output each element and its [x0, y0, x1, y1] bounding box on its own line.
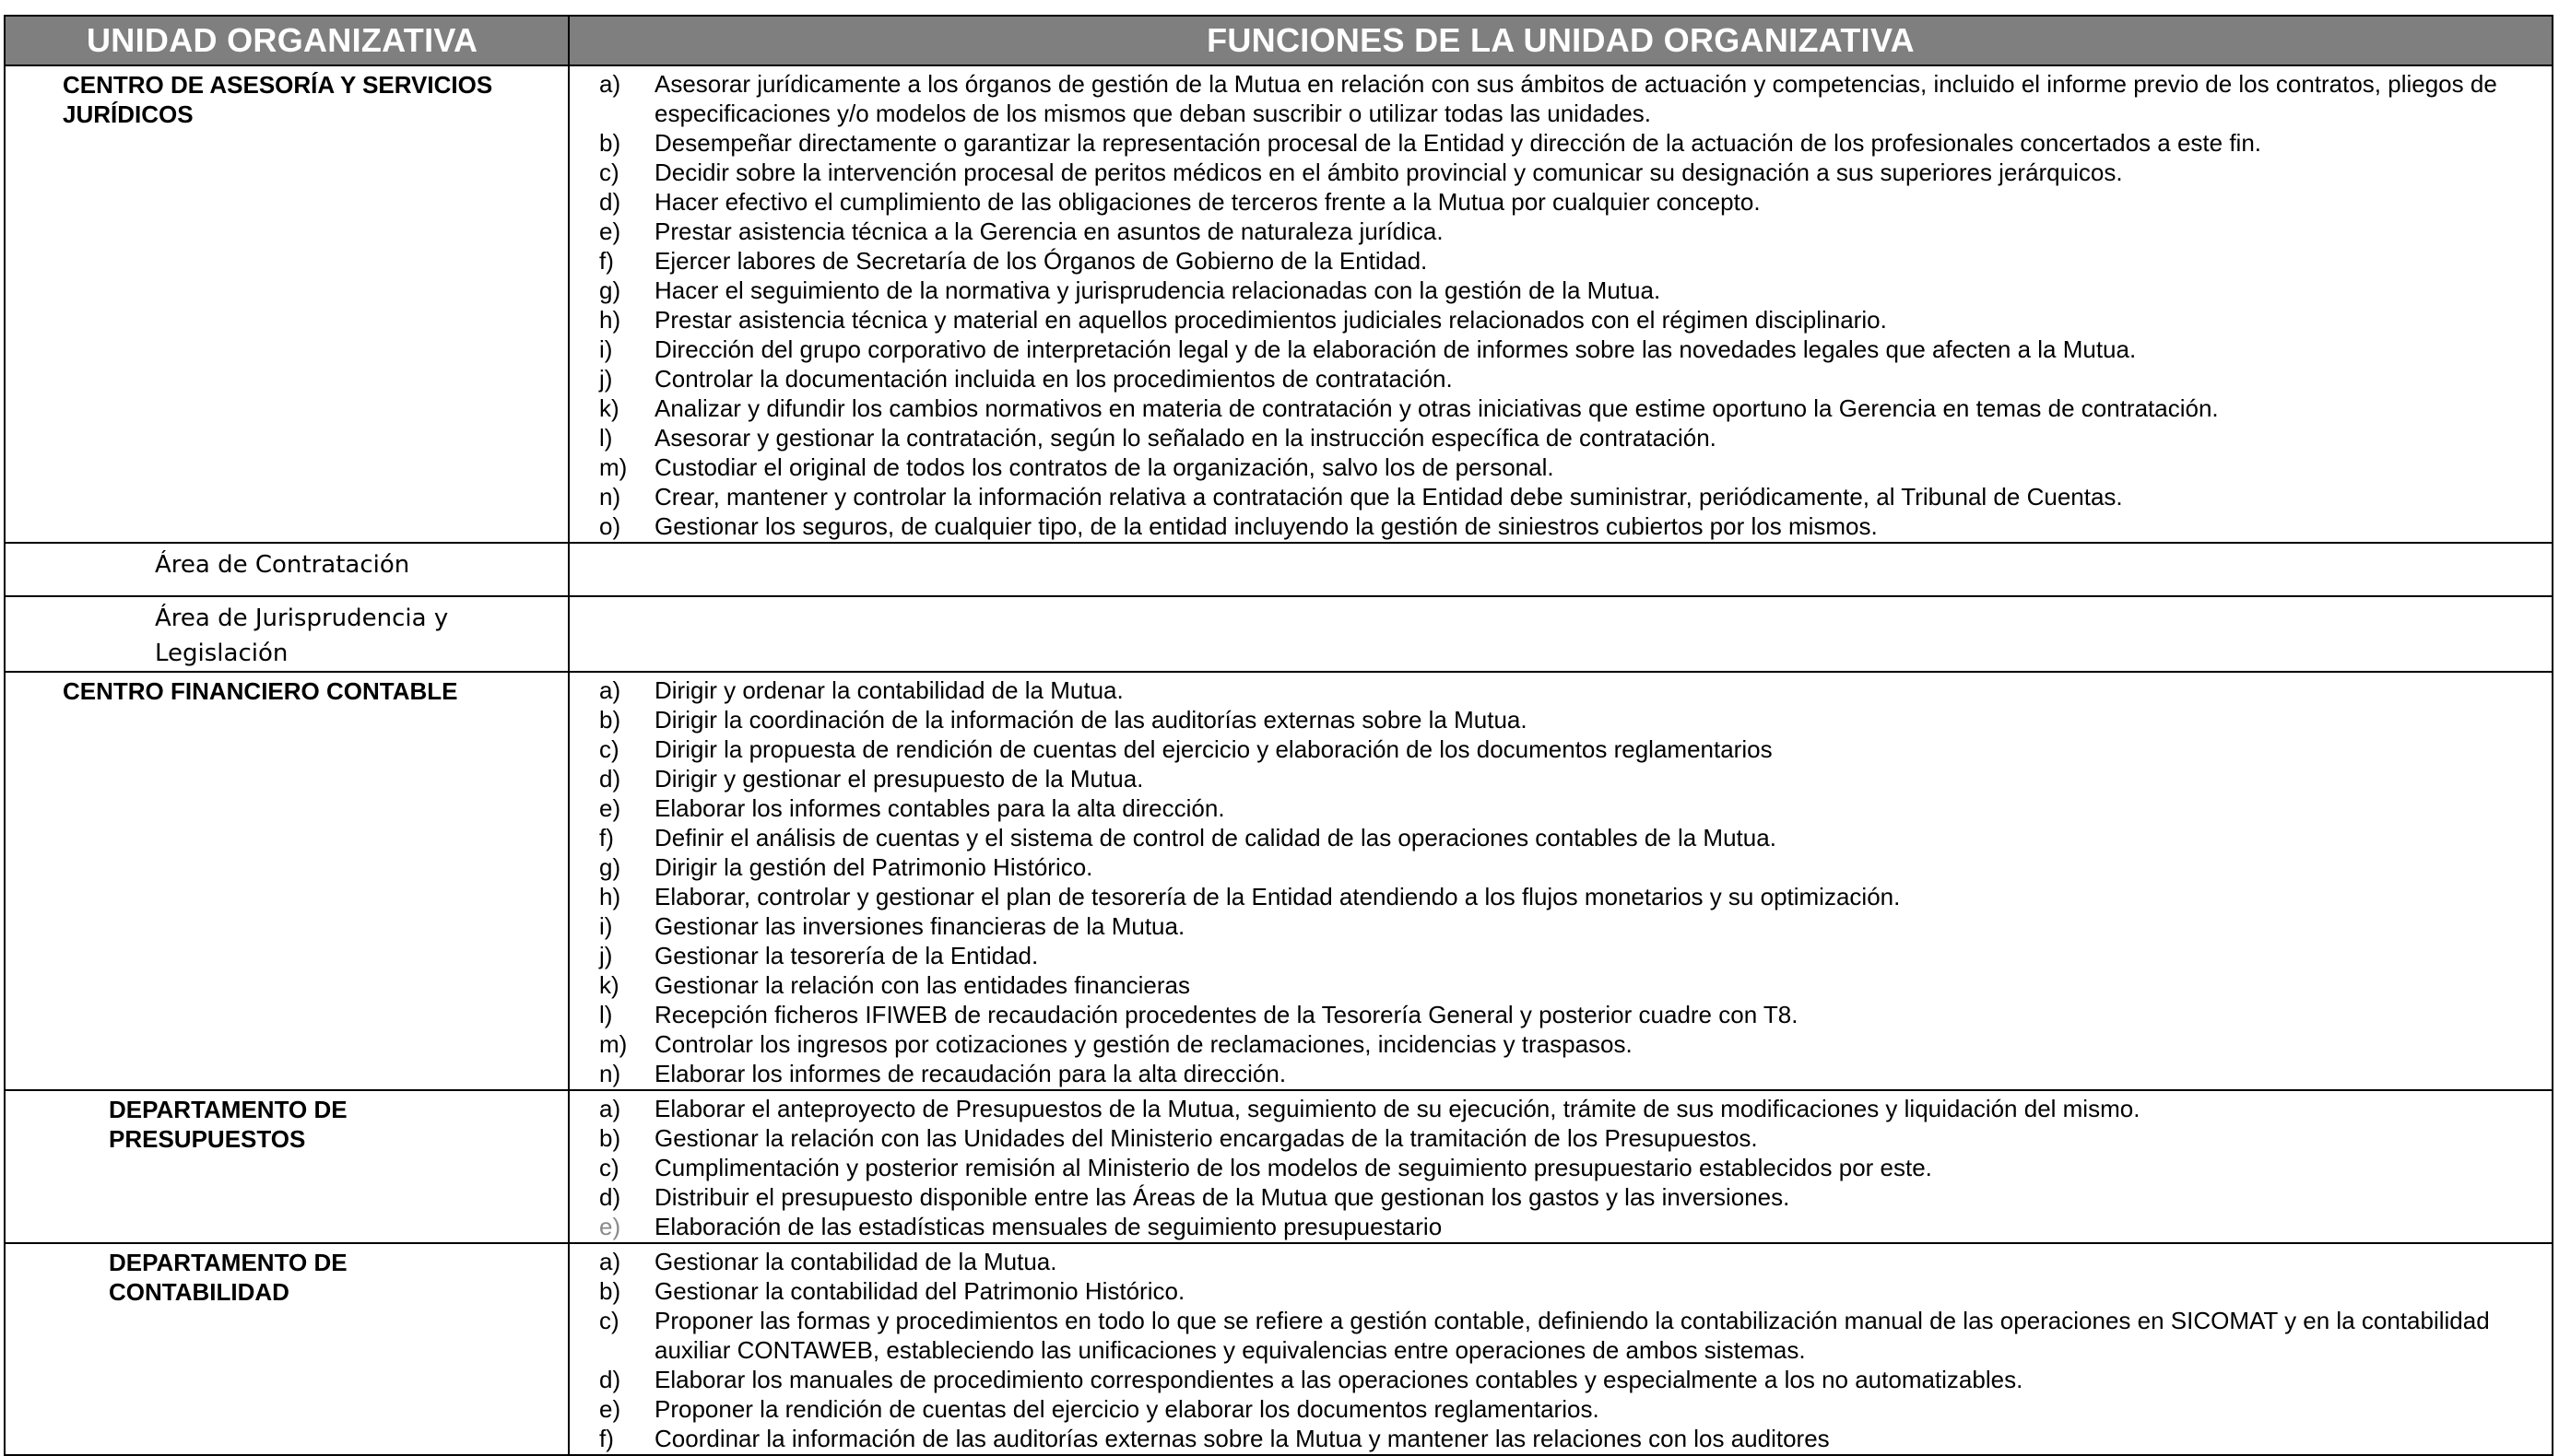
unit-name: DEPARTAMENTO DE PRESUPUESTOS [109, 1096, 348, 1153]
function-text: Gestionar las inversiones financieras de la Mutua. [654, 912, 1185, 940]
function-text: Gestionar la tesorería de la Entidad. [654, 942, 1039, 969]
function-letter: i) [599, 335, 613, 363]
function-text: Hacer el seguimiento de la normativa y jurisprudencia relacionadas con la gestión de la Mutua. [654, 276, 1661, 304]
function-item [570, 1365, 2552, 1394]
unit-cell [5, 1243, 569, 1455]
function-text: Custodiar el original de todos los contratos de la organización, salvo los de personal. [654, 453, 1554, 481]
function-text: Gestionar la contabilidad de la Mutua. [654, 1248, 1057, 1275]
function-text: Gestionar la relación con las entidades financieras [654, 971, 1191, 999]
function-text: Elaborar el anteproyecto de Presupuestos de la Mutua, seguimiento de su ejecución, trámite de sus modificaciones y liquidación del mismo. [654, 1095, 2140, 1122]
function-text: Controlar la documentación incluida en los procedimientos de contratación. [654, 365, 1453, 393]
function-text: Desempeñar directamente o garantizar la representación procesal de la Entidad y dirección de la actuación de los profesionales concertados a este fin. [654, 129, 2262, 157]
function-letter: m) [599, 1030, 628, 1058]
function-text: Prestar asistencia técnica a la Gerencia en asuntos de naturaleza jurídica. [654, 217, 1444, 245]
function-letter: b) [599, 1277, 621, 1305]
function-letter: n) [599, 1060, 621, 1087]
function-item [570, 305, 2552, 335]
function-letter: b) [599, 1124, 621, 1152]
function-letter: d) [599, 765, 621, 793]
function-letter: i) [599, 912, 613, 940]
function-text: Elaborar, controlar y gestionar el plan de tesorería de la Entidad atendiendo a los flujos monetarios y su optimización. [654, 883, 1901, 910]
table-header-row [5, 16, 2553, 65]
function-letter: c) [599, 159, 619, 186]
function-text: Asesorar jurídicamente a los órganos de gestión de la Mutua en relación con sus ámbitos de actuación y competencias, incluido el informe previo de los contratos, pliegos de especificaciones y/o modelos de los mismos que deban suscribir o utilizar todas las unidades. [654, 70, 2497, 127]
function-item [570, 1000, 2552, 1029]
functions-cell [569, 65, 2553, 543]
function-item [570, 1153, 2552, 1182]
function-text: Decidir sobre la intervención procesal de peritos médicos en el ámbito provincial y comunicar su designación a sus superiores jerárquicos. [654, 159, 2123, 186]
function-item [570, 511, 2552, 541]
function-item [570, 734, 2552, 764]
function-letter: b) [599, 129, 621, 157]
function-item [570, 69, 2552, 128]
function-text: Crear, mantener y controlar la información relativa a contratación que la Entidad debe suministrar, periódicamente, al Tribunal de Cuentas. [654, 483, 2123, 511]
function-item [570, 823, 2552, 852]
unit-name: DEPARTAMENTO DE CONTABILIDAD [109, 1249, 348, 1306]
function-letter: h) [599, 306, 621, 334]
functions-cell [569, 543, 2553, 596]
function-item [570, 482, 2552, 511]
function-letter: c) [599, 1154, 619, 1181]
table-row [5, 672, 2553, 1090]
function-letter: f) [599, 1425, 614, 1452]
function-text: Dirigir y ordenar la contabilidad de la Mutua. [654, 676, 1124, 704]
function-letter: o) [599, 512, 621, 540]
functions-cell [569, 1243, 2553, 1455]
function-letter: a) [599, 676, 621, 704]
function-text: Dirección del grupo corporativo de interpretación legal y de la elaboración de informes sobre las novedades legales que afecten a la Mutua. [654, 335, 2137, 363]
unit-cell [5, 1090, 569, 1243]
function-text: Analizar y difundir los cambios normativos en materia de contratación y otras iniciativas que estime oportuno la Gerencia en temas de contratación. [654, 394, 2219, 422]
function-item [570, 1182, 2552, 1212]
functions-cell [569, 1090, 2553, 1243]
function-item [570, 187, 2552, 217]
function-letter: e) [599, 1395, 621, 1423]
header-functions: FUNCIONES DE LA UNIDAD ORGANIZATIVA [569, 16, 2553, 65]
function-text: Dirigir la coordinación de la información de las auditorías externas sobre la Mutua. [654, 706, 1527, 734]
function-item [570, 246, 2552, 276]
function-letter: m) [599, 453, 628, 481]
function-text: Proponer las formas y procedimientos en todo lo que se refiere a gestión contable, definiendo la contabilización manual de las operaciones en SICOMAT y en la contabilidad auxiliar CONTAWEB, estableciendo las unificaciones y equivalencias entre operaciones de ambos sistemas. [654, 1307, 2490, 1364]
function-item [570, 452, 2552, 482]
function-item [570, 1394, 2552, 1424]
function-item [570, 882, 2552, 911]
function-text: Distribuir el presupuesto disponible entre las Áreas de la Mutua que gestionan los gastos y las inversiones. [654, 1183, 1790, 1211]
header-unit: UNIDAD ORGANIZATIVA [5, 16, 569, 65]
unit-cell [5, 543, 569, 596]
functions-cell [569, 672, 2553, 1090]
table-row [5, 1090, 2553, 1243]
unit-name: CENTRO FINANCIERO CONTABLE [63, 677, 458, 705]
function-letter: e) [599, 217, 621, 245]
function-item [570, 364, 2552, 393]
function-text: Definir el análisis de cuentas y el sistema de control de calidad de las operaciones contables de la Mutua. [654, 824, 1776, 851]
function-letter: j) [599, 365, 613, 393]
function-item [570, 393, 2552, 423]
function-letter: f) [599, 824, 614, 851]
function-text: Elaborar los manuales de procedimiento correspondientes a las operaciones contables y especialmente a los no automatizables. [654, 1366, 2023, 1393]
org-functions-table [4, 15, 2553, 1456]
function-letter: g) [599, 853, 621, 881]
function-item [570, 970, 2552, 1000]
function-letter: a) [599, 1248, 621, 1275]
function-item [570, 1212, 2552, 1241]
function-item [570, 1029, 2552, 1059]
functions-cell [569, 596, 2553, 672]
function-item [570, 1424, 2552, 1453]
function-text: Gestionar la contabilidad del Patrimonio Histórico. [654, 1277, 1185, 1305]
function-item [570, 1276, 2552, 1306]
function-item [570, 335, 2552, 364]
function-text: Gestionar la relación con las Unidades del Ministerio encargadas de la tramitación de los Presupuestos. [654, 1124, 1758, 1152]
function-letter: a) [599, 70, 621, 98]
function-text: Dirigir y gestionar el presupuesto de la Mutua. [654, 765, 1144, 793]
function-text: Controlar los ingresos por cotizaciones y gestión de reclamaciones, incidencias y traspasos. [654, 1030, 1633, 1058]
function-letter: e) [599, 1213, 621, 1240]
function-letter: g) [599, 276, 621, 304]
function-item [570, 128, 2552, 158]
unit-cell [5, 672, 569, 1090]
function-letter: c) [599, 1307, 619, 1334]
function-text: Recepción ficheros IFIWEB de recaudación procedentes de la Tesorería General y posterior cuadre con T8. [654, 1001, 1798, 1028]
function-item [570, 1094, 2552, 1123]
function-text: Proponer la rendición de cuentas del ejercicio y elaborar los documentos reglamentarios. [654, 1395, 1599, 1423]
function-text: Dirigir la propuesta de rendición de cuentas del ejercicio y elaboración de los documentos reglamentarios [654, 735, 1773, 763]
function-item [570, 1059, 2552, 1088]
table-row [5, 596, 2553, 672]
unit-name: CENTRO DE ASESORÍA Y SERVICIOS JURÍDICOS [63, 71, 493, 128]
org-functions-document [4, 15, 2552, 1456]
function-text: Gestionar los seguros, de cualquier tipo, de la entidad incluyendo la gestión de siniestros cubiertos por los mismos. [654, 512, 1878, 540]
function-text: Asesorar y gestionar la contratación, según lo señalado en la instrucción específica de contratación. [654, 424, 1716, 452]
function-text: Dirigir la gestión del Patrimonio Histórico. [654, 853, 1093, 881]
function-text: Ejercer labores de Secretaría de los Órganos de Gobierno de la Entidad. [654, 247, 1428, 275]
function-letter: c) [599, 735, 619, 763]
function-letter: l) [599, 424, 613, 452]
function-text: Elaborar los informes de recaudación para la alta dirección. [654, 1060, 1287, 1087]
function-letter: h) [599, 883, 621, 910]
unit-name: Área de Contratación [155, 551, 410, 579]
function-item [570, 705, 2552, 734]
function-item [570, 217, 2552, 246]
unit-name: Área de Jurisprudencia y Legislación [155, 605, 449, 667]
function-item [570, 1123, 2552, 1153]
function-item [570, 1247, 2552, 1276]
table-row [5, 543, 2553, 596]
function-letter: n) [599, 483, 621, 511]
function-item [570, 911, 2552, 941]
function-item [570, 276, 2552, 305]
function-letter: e) [599, 794, 621, 822]
function-item [570, 675, 2552, 705]
function-letter: d) [599, 1183, 621, 1211]
function-letter: d) [599, 1366, 621, 1393]
function-text: Elaborar los informes contables para la alta dirección. [654, 794, 1225, 822]
function-letter: a) [599, 1095, 621, 1122]
function-letter: b) [599, 706, 621, 734]
function-text: Cumplimentación y posterior remisión al Ministerio de los modelos de seguimiento presupuestario establecidos por este. [654, 1154, 1932, 1181]
function-item [570, 764, 2552, 793]
function-item [570, 793, 2552, 823]
table-row [5, 1243, 2553, 1455]
function-item [570, 158, 2552, 187]
unit-cell [5, 65, 569, 543]
function-text: Prestar asistencia técnica y material en aquellos procedimientos judiciales relacionados con el régimen disciplinario. [654, 306, 1887, 334]
function-text: Coordinar la información de las auditorías externas sobre la Mutua y mantener las relaciones con los auditores [654, 1425, 1830, 1452]
function-text: Elaboración de las estadísticas mensuales de seguimiento presupuestario [654, 1213, 1443, 1240]
function-text: Hacer efectivo el cumplimiento de las obligaciones de terceros frente a la Mutua por cualquier concepto. [654, 188, 1761, 216]
function-letter: f) [599, 247, 614, 275]
unit-cell [5, 596, 569, 672]
function-item [570, 1306, 2552, 1365]
function-letter: d) [599, 188, 621, 216]
function-letter: k) [599, 394, 619, 422]
function-item [570, 941, 2552, 970]
table-row [5, 65, 2553, 543]
function-letter: k) [599, 971, 619, 999]
function-item [570, 852, 2552, 882]
function-letter: j) [599, 942, 613, 969]
function-item [570, 423, 2552, 452]
function-letter: l) [599, 1001, 613, 1028]
